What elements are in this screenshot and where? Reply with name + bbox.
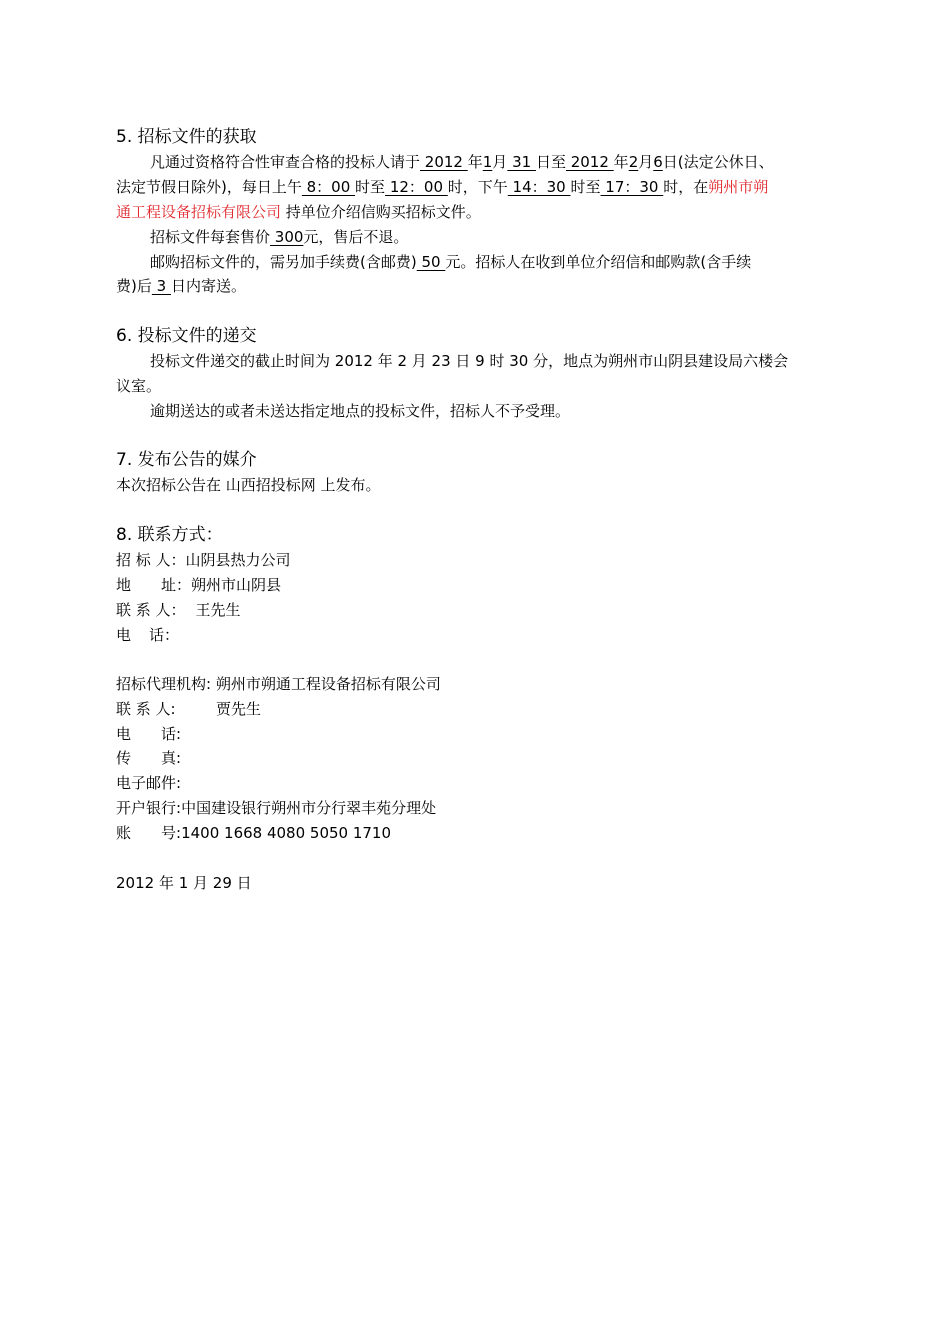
- contact-label: 联 系 人：: [116, 601, 186, 619]
- address-label: 地: [116, 576, 132, 594]
- fax-label: 真:: [161, 749, 182, 767]
- text: 时至: [355, 178, 386, 196]
- address-label: 址：: [161, 576, 192, 594]
- end-day: 6: [653, 153, 663, 171]
- account-value: 1400 1668 4080 5050 1710: [181, 824, 392, 842]
- agency-contact-label: 联 系 人:: [116, 700, 176, 718]
- text: 元。招标人在收到单位介绍信和邮购款(含手续: [445, 253, 752, 271]
- agency-contact-value: 贾先生: [216, 700, 262, 718]
- agency-name-highlight: 通工程设备招标有限公司: [116, 203, 282, 221]
- text: 日内寄送。: [170, 277, 246, 295]
- tenderer-value: 山阴县热力公司: [185, 551, 291, 569]
- mail-order-line-1: [150, 250, 751, 274]
- agency-row: [116, 672, 441, 696]
- section-6-line-1: 投标文件递交的截止时间为 2012 年 2 月 23 日 9 时 30 分，地点为朔州市山阴县建设局六楼会: [150, 352, 789, 370]
- text: 元，售后不退。: [303, 228, 409, 246]
- phone-label: 电: [116, 626, 132, 644]
- delivery-days: 3: [151, 277, 171, 295]
- text: 年: [613, 153, 629, 171]
- morning-start-time: 8：00: [301, 178, 356, 196]
- text: 月: [492, 153, 508, 171]
- agency-phone-label: 话:: [161, 725, 182, 743]
- text: 日(法定公休日、: [662, 153, 774, 171]
- text: 日至: [535, 153, 566, 171]
- tenderer-label: 招 标 人：: [116, 551, 186, 569]
- fax-row: [116, 746, 181, 770]
- text: 持单位介绍信购买招标文件。: [281, 203, 481, 221]
- phone-row: [116, 623, 179, 647]
- email-row: [116, 771, 181, 795]
- email-label: 电子邮件:: [116, 774, 182, 792]
- fax-label: 传: [116, 749, 132, 767]
- start-year: 2012: [420, 153, 468, 171]
- address-row: [116, 573, 281, 597]
- mail-order-line-2: [116, 274, 246, 298]
- text: 费)后: [116, 277, 152, 295]
- section-5-heading: 5. 招标文件的获取: [116, 127, 257, 147]
- document-date: 2012 年 1 月 29 日: [116, 874, 252, 892]
- section-5-paragraph-line-3: [116, 200, 481, 224]
- morning-end-time: 12：00: [385, 178, 448, 196]
- price-line: [150, 225, 408, 249]
- section-6-heading: 6. 投标文件的递交: [116, 326, 257, 346]
- text: 法定节假日除外)，每日上午: [116, 178, 302, 196]
- contact-row: [116, 598, 241, 622]
- agency-contact-row: [116, 697, 261, 721]
- contact-value: 王先生: [195, 601, 241, 619]
- address-value: 朔州市山阴县: [191, 576, 282, 594]
- document-price: 300: [270, 228, 304, 246]
- end-year: 2012: [565, 153, 614, 171]
- section-8-heading: 8. 联系方式：: [116, 525, 223, 545]
- start-month: 1: [482, 153, 493, 171]
- agency-label: 招标代理机构:: [116, 675, 216, 693]
- bank-row: [116, 796, 436, 820]
- afternoon-end-time: 17：30: [600, 178, 664, 196]
- agency-phone-row: [116, 722, 181, 746]
- section-6-line-2: 议室。: [116, 377, 162, 395]
- phone-label: 话：: [149, 626, 180, 644]
- end-month: 2: [628, 153, 639, 171]
- text: 凡通过资格符合性审查合格的投标人请于: [150, 153, 421, 171]
- agency-value: 朔州市朔通工程设备招标有限公司: [215, 675, 441, 693]
- bank-value: 中国建设银行朔州市分行翠丰苑分理处: [181, 799, 437, 817]
- text: 招标文件每套售价: [150, 228, 271, 246]
- account-label: 号:: [161, 824, 182, 842]
- text: 邮购招标文件的，需另加手续费(含邮费): [150, 253, 417, 271]
- section-5-paragraph-line-1: [150, 150, 774, 174]
- bank-label: 开户银行:: [116, 799, 182, 817]
- section-5-paragraph-line-2: [116, 175, 768, 199]
- text: 时，在: [663, 178, 709, 196]
- section-7-line-1: 本次招标公告在 山西招投标网 上发布。: [116, 476, 381, 494]
- afternoon-start-time: 14：30: [507, 178, 571, 196]
- start-day: 31: [507, 153, 536, 171]
- section-7-heading: 7. 发布公告的媒介: [116, 450, 257, 470]
- text: 时至: [570, 178, 601, 196]
- text: 时，下午: [447, 178, 508, 196]
- agency-phone-label: 电: [116, 725, 132, 743]
- account-row: [116, 821, 391, 845]
- account-label: 账: [116, 824, 132, 842]
- tenderer-row: [116, 548, 291, 572]
- section-6-line-3: 逾期送达的或者未送达指定地点的投标文件，招标人不予受理。: [150, 402, 571, 420]
- handling-fee: 50: [416, 253, 446, 271]
- agency-name-highlight: 朔州市朔: [708, 178, 769, 196]
- text: 月: [638, 153, 654, 171]
- text: 年: [467, 153, 483, 171]
